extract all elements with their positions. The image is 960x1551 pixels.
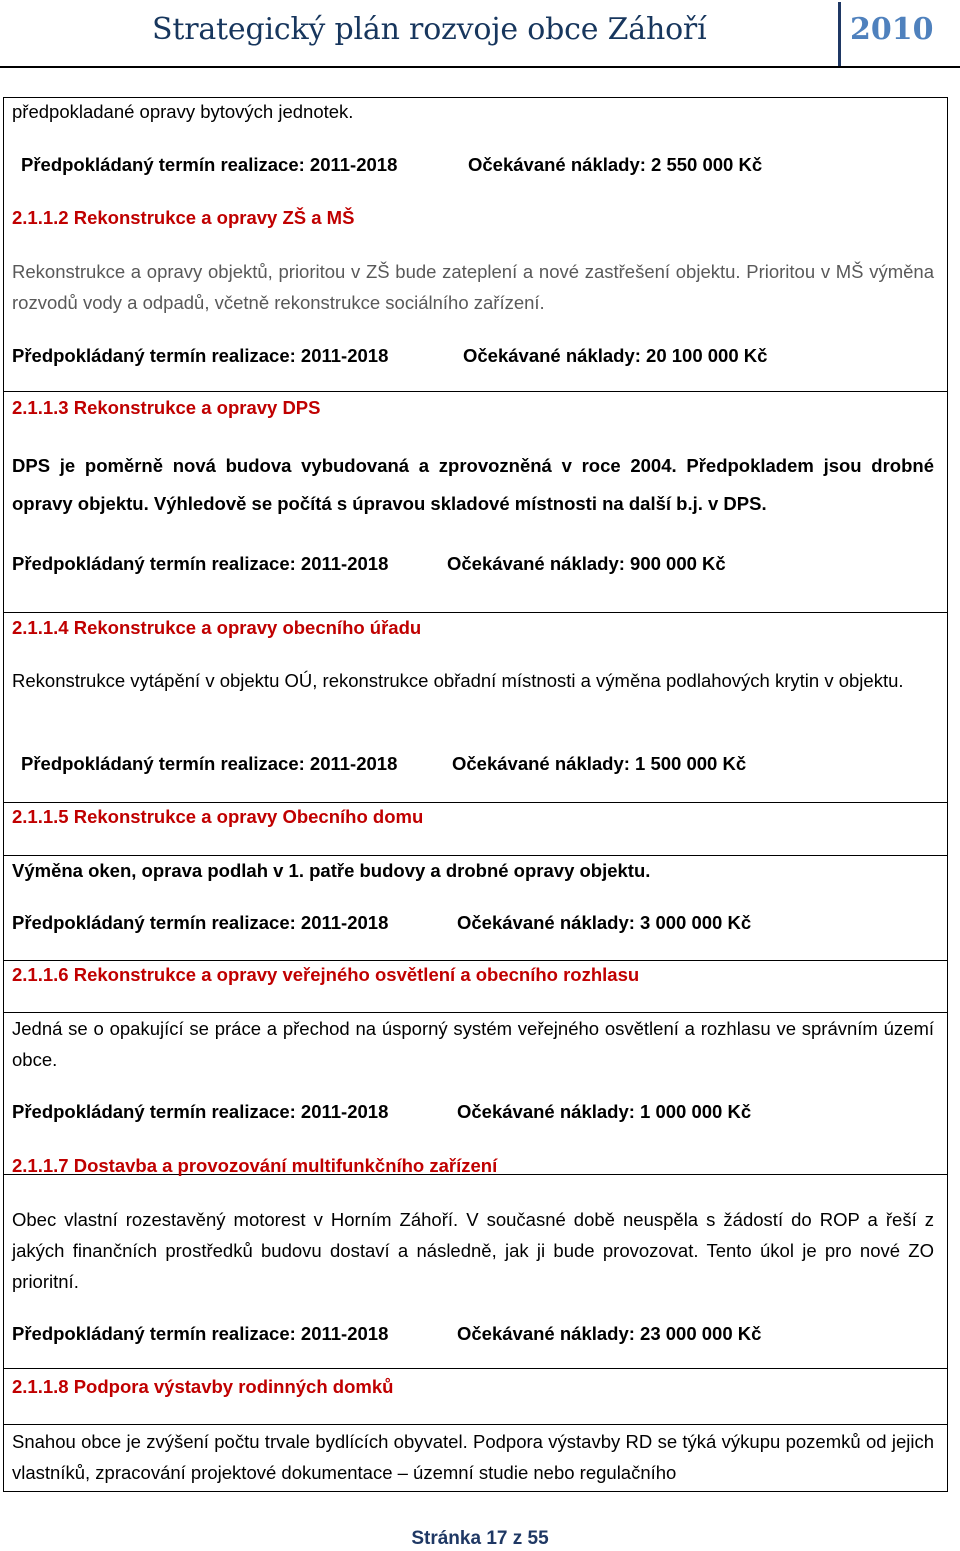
expected-cost: Očekávané náklady: 1 500 000 Kč: [452, 753, 747, 774]
section-description: Jedná se o opakující se práce a přechod na úsporný systém veřejného osvětlení a rozhlasu ve správním území obce.: [12, 1018, 934, 1070]
section-heading: 2.1.1.2 Rekonstrukce a opravy ZŠ a MŠ: [12, 207, 355, 228]
section-heading: 2.1.1.5 Rekonstrukce a opravy Obecního domu: [12, 806, 424, 827]
row-separator: [4, 802, 947, 803]
expected-cost: Očekávané náklady: 900 000 Kč: [447, 553, 726, 574]
realization-term: Předpokládaný termín realizace: 2011-2018: [21, 753, 398, 774]
document-year: 2010: [850, 12, 934, 47]
header-divider: [838, 2, 841, 66]
section-heading: 2.1.1.3 Rekonstrukce a opravy DPS: [12, 397, 321, 418]
section-heading: 2.1.1.7 Dostavba a provozování multifunkčního zařízení: [12, 1155, 498, 1176]
document-title: Strategický plán rozvoje obce Záhoří: [152, 12, 707, 47]
realization-term: Předpokládaný termín realizace: 2011-2018: [21, 154, 398, 175]
section-description: Rekonstrukce vytápění v objektu OÚ, rekonstrukce obřadní místnosti a výměna podlahových krytin v objektu.: [12, 670, 904, 691]
section-heading: 2.1.1.4 Rekonstrukce a opravy obecního úřadu: [12, 617, 422, 638]
page-number: Stránka 17 z 55: [411, 1528, 549, 1549]
realization-term: Předpokládaný termín realizace: 2011-2018: [12, 1101, 389, 1122]
realization-term: Předpokládaný termín realizace: 2011-2018: [12, 1323, 389, 1344]
expected-cost: Očekávané náklady: 20 100 000 Kč: [463, 345, 768, 366]
section-description: Obec vlastní rozestavěný motorest v Horním Záhoří. V současné době neuspěla s žádostí do ROP a řeší z jakých finančních prostředků budovu dostaví a následně, jak ji bude provozovat. Tento úkol je pro nové ZO prioritní.: [12, 1209, 934, 1292]
realization-term: Předpokládaný termín realizace: 2011-2018: [12, 912, 389, 933]
section-description: Rekonstrukce a opravy objektů, prioritou v ZŠ bude zateplení a nové zastřešení objektu. Prioritou v MŠ výměna rozvodů vody a odpadů, včetně rekonstrukce sociálního zařízení.: [12, 261, 934, 313]
realization-term: Předpokládaný termín realizace: 2011-2018: [12, 553, 389, 574]
header-rule: [0, 66, 960, 68]
row-separator: [4, 960, 947, 961]
row-separator: [4, 391, 947, 392]
expected-cost: Očekávané náklady: 2 550 000 Kč: [468, 154, 763, 175]
page-header: [0, 0, 960, 80]
expected-cost: Očekávané náklady: 3 000 000 Kč: [457, 912, 752, 933]
row-separator: [4, 1368, 947, 1369]
section-description: Snahou obce je zvýšení počtu trvale bydlících obyvatel. Podpora výstavby RD se týká výkupu pozemků od jejich vlastníků, zpracování projektové dokumentace – územní studie nebo regulačního: [12, 1431, 934, 1483]
row-separator: [4, 612, 947, 613]
section-description: DPS je poměrně nová budova vybudovaná a zprovozněná v roce 2004. Předpokladem jsou drobné opravy objektu. Výhledově se počítá s úpravou skladové místnosti na další b.j. v DPS.: [12, 455, 934, 514]
expected-cost: Očekávané náklady: 23 000 000 Kč: [457, 1323, 762, 1344]
section-heading: 2.1.1.6 Rekonstrukce a opravy veřejného osvětlení a obecního rozhlasu: [12, 964, 640, 985]
row-separator: [4, 855, 947, 856]
intro-text: předpokladané opravy bytových jednotek.: [12, 101, 354, 122]
row-separator: [4, 1424, 947, 1425]
realization-term: Předpokládaný termín realizace: 2011-2018: [12, 345, 389, 366]
expected-cost: Očekávané náklady: 1 000 000 Kč: [457, 1101, 752, 1122]
section-description: Výměna oken, oprava podlah v 1. patře budovy a drobné opravy objektu.: [12, 860, 651, 881]
section-heading: 2.1.1.8 Podpora výstavby rodinných domků: [12, 1376, 394, 1397]
